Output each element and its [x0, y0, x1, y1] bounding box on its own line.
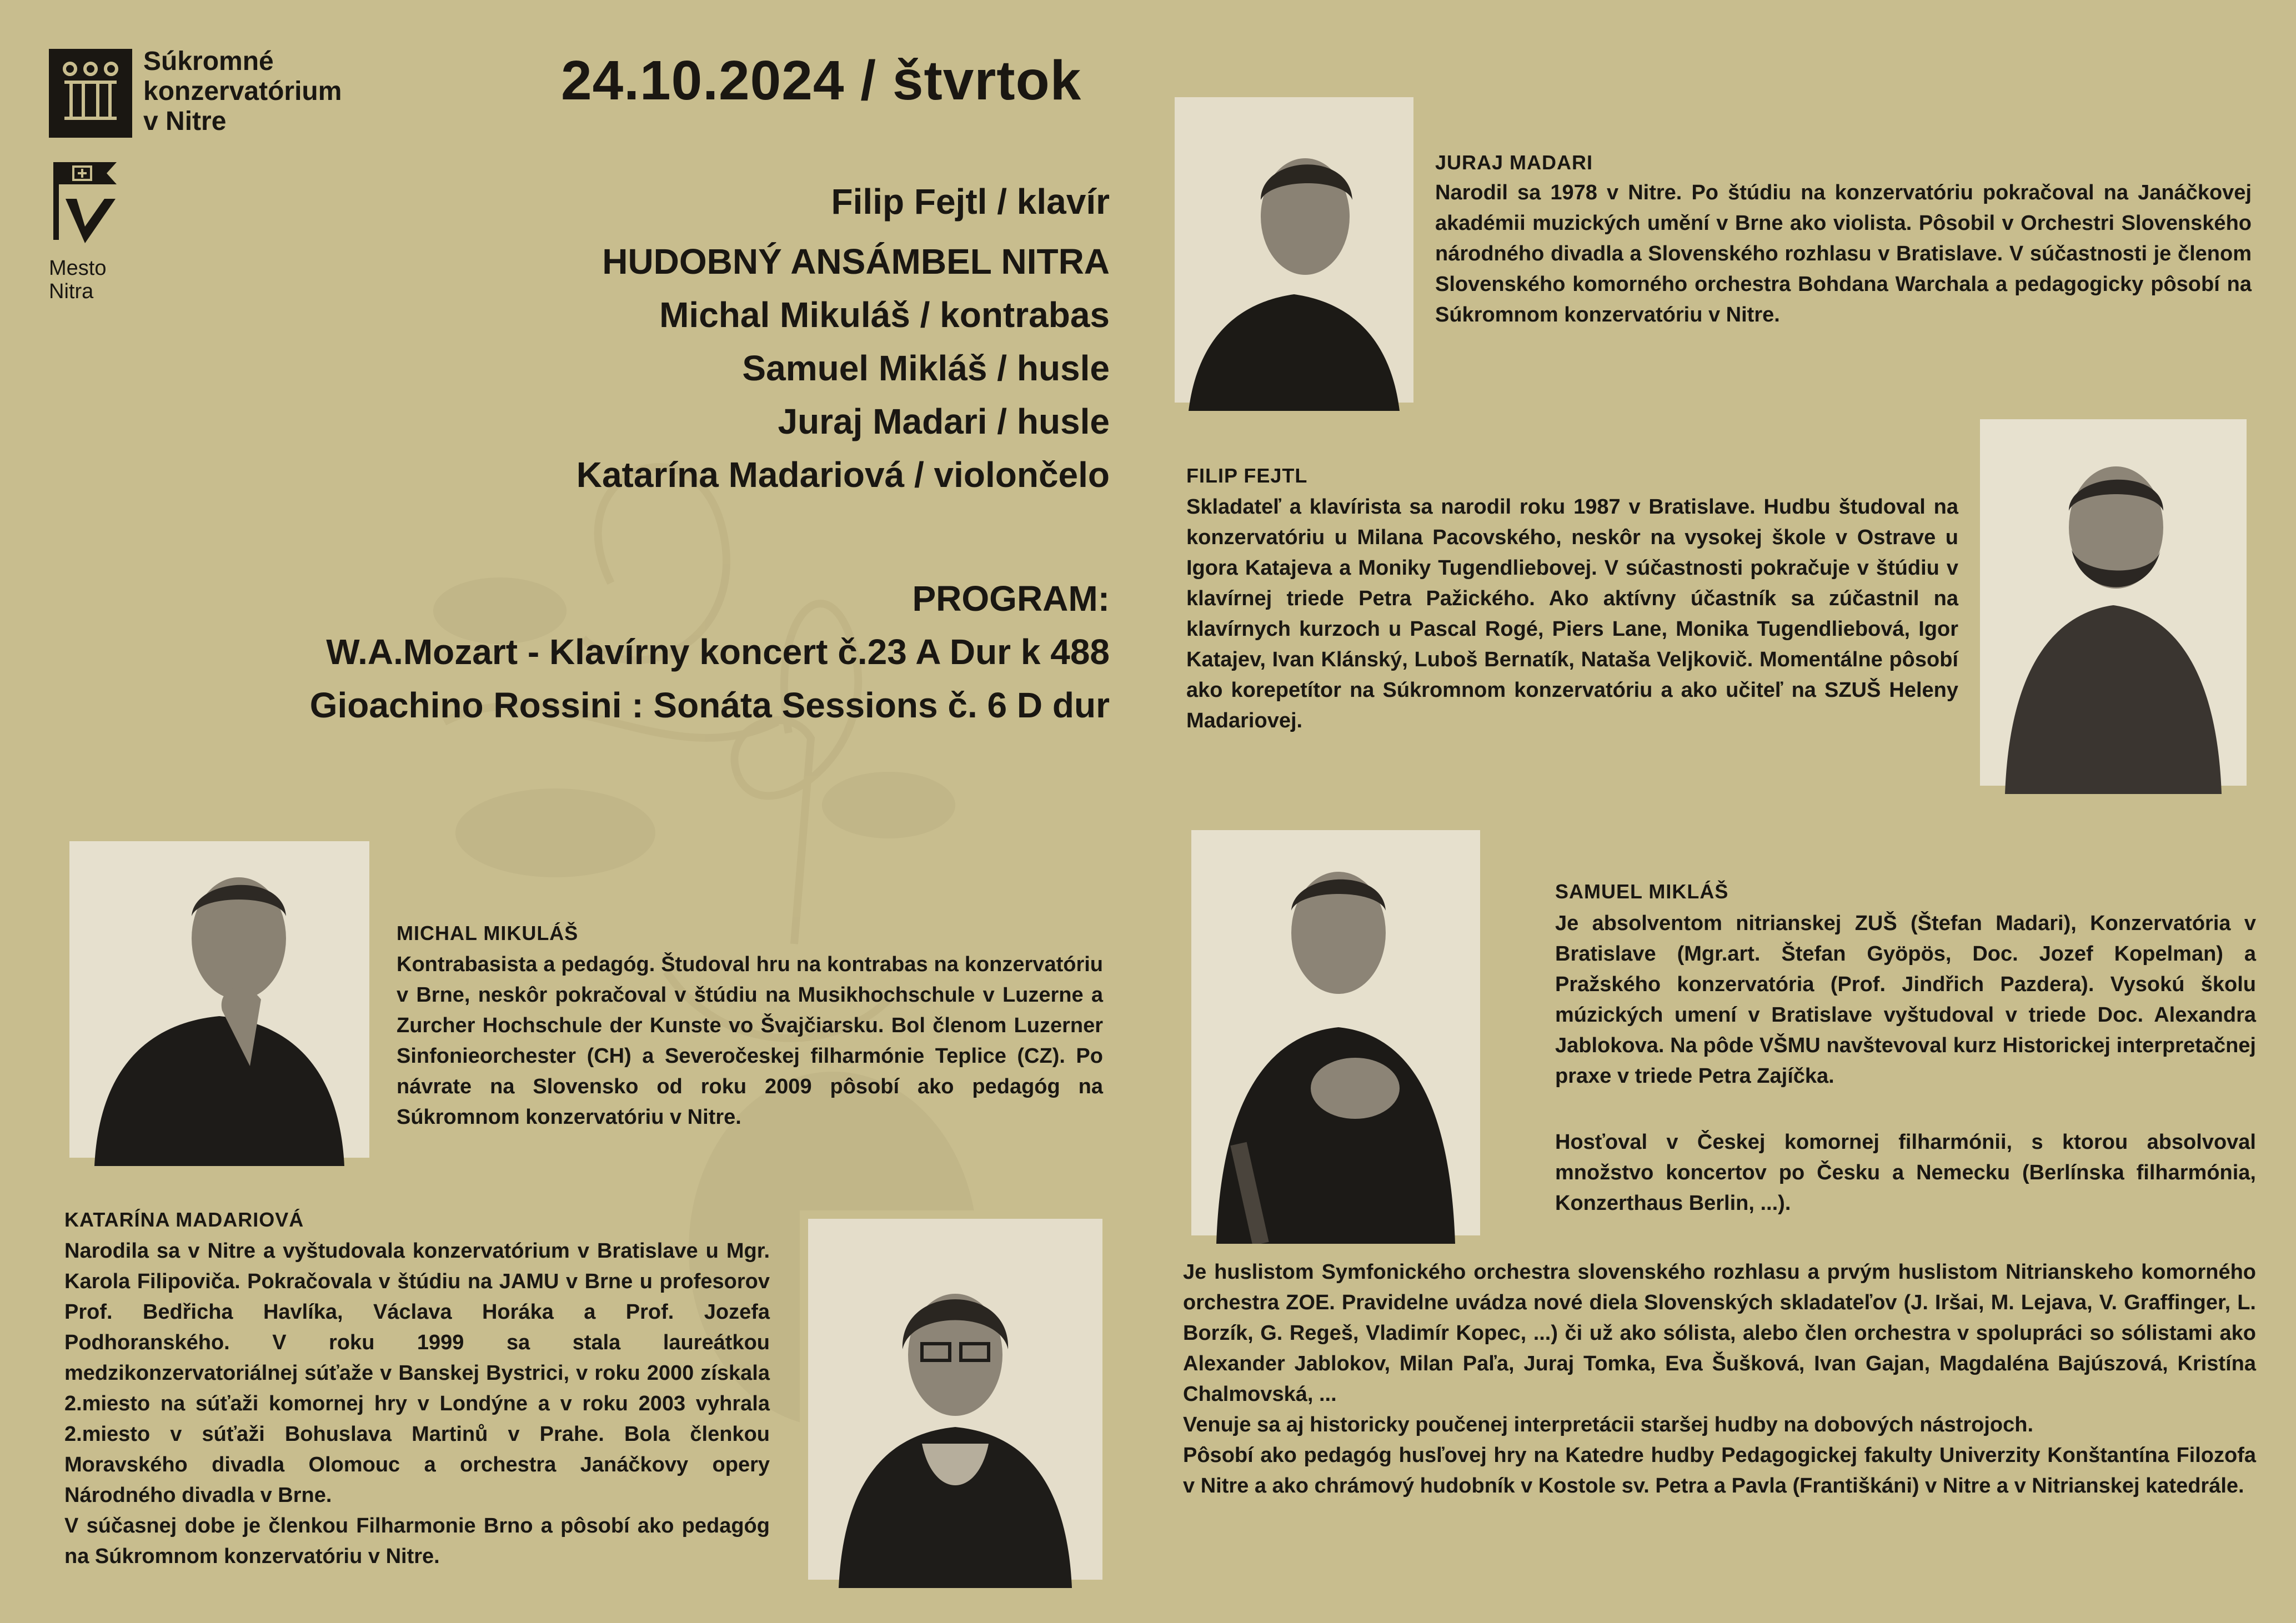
program-heading: PROGRAM: [912, 579, 1110, 619]
juraj-madari-name: JURAJ MADARI [1435, 151, 1593, 174]
filip-fejtl-photo [1972, 411, 2255, 794]
konzervatorium-logo [49, 49, 132, 138]
program-item: Gioachino Rossini : Sonáta Sessions č. 6 D dur [309, 685, 1110, 725]
konzervatorium-name [143, 47, 342, 137]
samuel-miklas-bio-paragraph: Venuje sa aj historicky poučenej interpretácii staršej hudby na dobových nástrojoch. [1183, 1413, 2034, 1436]
soloist: Filip Fejtl / klavír [831, 182, 1110, 222]
ensemble-name: HUDOBNÝ ANSÁMBEL NITRA [602, 242, 1110, 282]
juraj-madari-photo [1166, 89, 1422, 411]
samuel-miklas-bio-paragraph: Pôsobí ako pedagóg husľovej hry na Katedre hudby Pedagogickej fakulty Univerzity Konštantína Filozofa v Nitre a ako chrámový hudobník v Kostole sv. Petra a Pavla (Františkáni) v Nitre a v Nitrianskej katedrále. [1183, 1444, 2256, 1498]
samuel-miklas-name: SAMUEL MIKLÁŠ [1555, 880, 1729, 903]
filip-fejtl-bio: Skladateľ a klavírista sa narodil roku 1987 v Bratislave. Hudbu študoval na konzervatóriu u Milana Pacovského, neskôr na vysokej škole v Ostrave u Igora Katajeva a Moniky Tugendliebovej. V súčastnosti pokračuje v štúdiu v klavírnej triede Petra Pažického. Ako aktívny účastník sa zúčastnil na klavírnych kurzoch u Pascal Rogé, Piers Lane, Monika Tugendliebová, Igor Katajev, Ivan Klánský, Luboš Bernatík, Nataša Veljkovič. Momentálne pôsobí ako korepetítor na Súkromnom konzervatóriu a ako učiteľ na SZUŠ Heleny Madariovej. [1186, 495, 1958, 732]
samuel-miklas-photo [1183, 822, 1488, 1244]
katarina-madariova-name: KATARÍNA MADARIOVÁ [64, 1208, 304, 1231]
juraj-madari-bio: Narodil sa 1978 v Nitre. Po štúdiu na konzervatóriu pokračoval na Janáčkovej akadémii muzických umění v Brne ako violista. Pôsobil v Orchestri Slovenského národného divadla a Slovenského rozhlasu v Bratislave. V súčastnosti je členom Slovenského komorného orchestra Bohdana Warchala a pedagogicky pôsobí na Súkromnom konzervatóriu v Nitre. [1435, 181, 2252, 326]
city-name [49, 257, 106, 303]
katarina-madariova-photo [800, 1210, 1111, 1588]
katarina-madariova-bio-paragraph: Narodila sa v Nitre a vyštudovala konzervatórium v Bratislave u Mgr. Karola Filipoviča. Pokračovala v štúdiu na JAMU v Brne u profesorov Prof. Bedřicha Havlíka, Václava Horáka a Prof. Jozefa Podhoranského. V roku 1999 sa stala laureátkou medzikonzervatoriálnej súťaže v Banskej Bystrici, v roku 2000 získala 2.miesto na súťaži komornej hry v Londýne a v roku 2003 vyhrala 2.miesto v súťaži Bohuslava Martinů v Prahe. Bola členkou Moravského divadla Olomouc a orchestra Janáčkovy opery Národného divadla v Brne. [64, 1239, 770, 1507]
program [221, 572, 1110, 732]
samuel-miklas-bio-part1: Je absolventom nitrianskej ZUŠ (Štefan Madari), Konzervatória v Bratislave (Mgr.art. Štefan Gyöpös, Doc. Jozef Kopelman) a Pražského konzervatória (Prof. Jindřich Pazdera). Vysokú školu múzických umení v Bratislave vyštudoval v triede Doc. Alexandra Jablokova. Na pôde VŠMU navštevoval kurz Historickej interpretačnej praxe v triede Petra Zajíčka. [1555, 912, 2256, 1088]
city-coat-of-arms-icon [49, 160, 121, 249]
ensemble-member: Juraj Madari / husle [778, 401, 1110, 441]
logo-line: konzervatórium [143, 77, 342, 106]
city-line: Nitra [49, 280, 94, 303]
logo-line: Súkromné [143, 47, 274, 76]
filip-fejtl-name: FILIP FEJTL [1186, 464, 1308, 487]
samuel-miklas-bio-part3 [1183, 1257, 2256, 1501]
samuel-miklas-bio-paragraph: Je huslistom Symfonického orchestra slovenského rozhlasu a prvým huslistom Nitrianskeho komorného orchestra ZOE. Pravidelne uvádza nové diela Slovenských skladateľov (J. Iršai, M. Lejava, V. Graffinger, L. Borzík, G. Regeš, Vladimír Kopec, ...) či už ako sólista, alebo člen orchestra v spolupráci so sólistami ako Alexander Jablokov, Milan Paľa, Juraj Tomka, Eva Šušková, Ivan Gajan, Magdaléna Bajúszová, Kristína Chalmovská, ... [1183, 1260, 2256, 1406]
concert-date: 24.10.2024 / štvrtok [561, 49, 1082, 112]
performers [332, 175, 1110, 501]
michal-mikulas-name: MICHAL MIKULÁŠ [397, 922, 579, 944]
michal-mikulas-bio: Kontrabasista a pedagóg. Študoval hru na kontrabas na konzervatóriu v Brne, neskôr pokračoval v štúdiu na Musikhochschule v Luzerne a Zurcher Hochschule der Kunste vo Švajčiarsku. Bol členom Luzerner Sinfonieorchester (CH) a Severočeskej filharmónie Teplice (CZ). Po návrate na Slovensko od roku 2009 pôsobí ako pedagóg na Súkromnom konzervatóriu v Nitre. [397, 953, 1103, 1129]
samuel-miklas-bio-part2: Hosťoval v Českej komornej filharmónii, s ktorou absolvoval množstvo koncertov po Česku a Nemecku (Berlínska filharmónia, Konzerthaus Berlin, ...). [1555, 1130, 2256, 1215]
program-item: W.A.Mozart - Klavírny koncert č.23 A Dur k 488 [326, 632, 1110, 672]
katarina-madariova-bio [64, 1236, 770, 1572]
ensemble-member: Samuel Mikláš / husle [742, 348, 1110, 388]
logo-line: v Nitre [143, 107, 227, 136]
katarina-madariova-bio-paragraph: V súčasnej dobe je členkou Filharmonie Brno a pôsobí ako pedagóg na Súkromnom konzervatóriu v Nitre. [64, 1514, 770, 1568]
ensemble-member: Katarína Madariová / violončelo [576, 455, 1110, 495]
city-line: Mesto [49, 257, 107, 280]
ensemble-member: Michal Mikuláš / kontrabas [659, 295, 1110, 335]
michal-mikulas-photo [61, 833, 378, 1166]
